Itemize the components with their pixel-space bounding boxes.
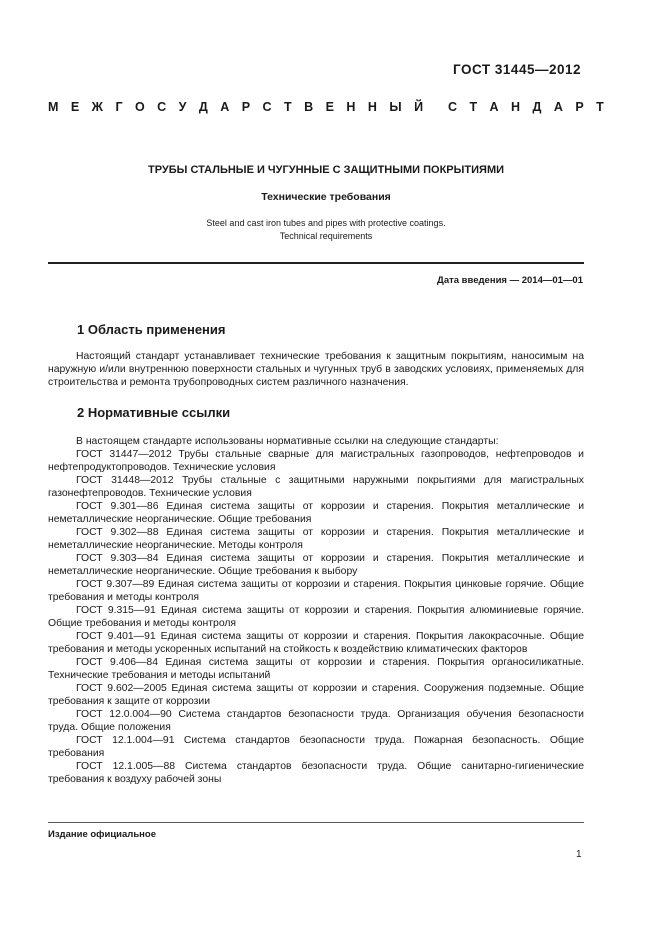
standard-category [48,100,604,120]
reference-item: ГОСТ 9.315—91 Единая система защиты от коррозии и старения. Покрытия алюминиевые горячие. Общие требования и методы контроля [48,605,584,629]
document-title: ТРУБЫ СТАЛЬНЫЕ И ЧУГУННЫЕ С ЗАЩИТНЫМИ ПОКРЫТИЯМИ [147,164,505,176]
section-scope-text [48,350,584,389]
category-letter: В [304,100,314,114]
reference-item: ГОСТ 9.301—86 Единая система защиты от коррозии и старения. Покрытия металлические и неметаллические неорганические. Общие требования [48,501,584,525]
reference-item: ГОСТ 9.303—84 Единая система защиты от коррозии и старения. Покрытия металлические и неметаллические неорганические. Общие требования к выбору [48,553,584,577]
reference-item: ГОСТ 12.1.004—91 Система стандартов безопасности труда. Пожарная безопасность. Общие требования [48,735,584,759]
edition-label: Издание официальное [48,829,156,840]
category-letter: А [553,100,563,114]
references-list [48,435,584,786]
reference-item: ГОСТ 9.406—84 Единая система защиты от коррозии и старения. Покрытия органосиликатные. Технические требования и методы испытаний [48,657,584,681]
category-letter: Ы [389,100,402,114]
reference-item: ГОСТ 9.602—2005 Единая система защиты от коррозии и старения. Сооружения подземные. Общие требования к защите от коррозии [48,683,584,707]
category-letter: Е [70,100,80,114]
page-number: 1 [576,849,582,860]
document-subtitle: Технические требования [261,191,391,203]
category-letter: С [447,100,457,114]
reference-item: В настоящем стандарте использованы нормативные ссылки на следующие стандарты: [76,436,499,447]
category-letter: Н [511,100,521,114]
category-letter: А [220,100,230,114]
category-letter: Т [469,100,478,114]
category-letter: А [489,100,499,114]
standard-id: ГОСТ 31445—2012 [453,62,581,77]
reference-item: ГОСТ 31448—2012 Трубы стальные с защитными наружными покрытиями для магистральных газонефтепроводов. Технические условия [48,475,584,499]
reference-item: ГОСТ 12.0.004—90 Система стандартов безопасности труда. Организация обучения безопасности труда. Общие положения [48,709,584,733]
category-letter: Г [115,100,123,114]
category-letter: У [178,100,187,114]
footer-rule [48,822,584,823]
category-letter: О [134,100,145,114]
category-letter: Е [325,100,334,114]
category-letter: М [48,100,59,114]
introduction-date: Дата введения — 2014—01—01 [437,275,583,286]
reference-item: ГОСТ 9.302—88 Единая система защиты от коррозии и старения. Покрытия металлические и неметаллические неорганические. Методы контроля [48,527,584,551]
category-letter: Р [241,100,251,114]
category-letter: Й [414,100,424,114]
category-letter: Т [596,100,604,114]
category-letter: Н [367,100,377,114]
category-letter: С [157,100,167,114]
section-heading-scope: 1 Область применения [77,322,226,337]
reference-item: ГОСТ 9.307—89 Единая система защиты от коррозии и старения. Покрытия цинковые горячие. Общие требования и методы контроля [48,579,584,603]
section-heading-references: 2 Нормативные ссылки [77,405,231,420]
reference-item: ГОСТ 9.401—91 Единая система защиты от коррозии и старения. Покрытия лакокрасочные. Общие требования и методы ускоренных испытаний на стойкость к воздействию климатических факторов [48,631,584,655]
category-letter: Н [346,100,356,114]
reference-item: ГОСТ 12.1.005—88 Система стандартов безопасности труда. Общие санитарно-гигиенические требования к воздуху рабочей зоны [48,761,584,785]
category-letter: Д [198,100,208,114]
paragraph: Настоящий стандарт устанавливает технические требования к защитным покрытиям, наносимым на наружную и/или внутреннюю поверхности стальных и чугунных труб в заводских условиях, применяемых для строительства и ремонта трубопроводных систем различного назначения. [48,351,584,388]
english-title [48,217,604,243]
category-letter: Т [284,100,292,114]
reference-item: ГОСТ 31447—2012 Трубы стальные сварные для магистральных газопроводов, нефтепроводов и нефтепродуктопроводов. Технические условия [48,449,584,473]
english-title-line: Steel and cast iron tubes and pipes with protective coatings. [206,218,446,228]
category-letter: Р [575,100,584,114]
category-letter: Ж [91,100,103,114]
header-rule [48,262,584,264]
category-letter: Д [532,100,542,114]
category-letter: С [262,100,272,114]
english-title-line: Technical requirements [279,231,373,241]
